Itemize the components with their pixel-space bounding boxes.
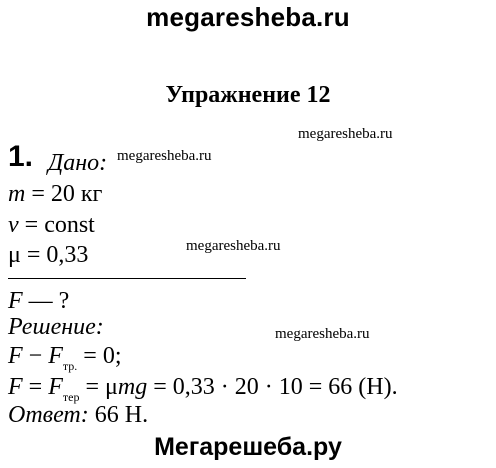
- equation-2: [8, 374, 398, 404]
- eq1-friction-force: F: [48, 343, 63, 369]
- eq1-minus: −: [22, 343, 49, 369]
- mass-value: = 20 кг: [25, 181, 103, 207]
- friction-coefficient-value: μ = 0,33: [8, 242, 89, 268]
- eq1-rest: = 0;: [77, 343, 122, 369]
- eq2-subscript: тер: [62, 390, 80, 404]
- find-line: [8, 288, 69, 315]
- eq2-equals: =: [22, 374, 49, 400]
- velocity-value: = const: [18, 212, 95, 238]
- eq2-friction-force: F: [48, 374, 63, 400]
- find-symbol: F: [8, 288, 23, 314]
- eq2-mu: = μ: [79, 374, 118, 400]
- exercise-title: Упражнение 12: [165, 82, 331, 108]
- watermark: megaresheba.ru: [298, 126, 393, 142]
- answer-label: Ответ:: [8, 402, 89, 428]
- answer-line: [8, 402, 148, 429]
- problem-number: 1.: [8, 140, 34, 173]
- site-header: megaresheba.ru: [146, 2, 350, 32]
- given-label: Дано:: [48, 150, 108, 176]
- solution-label: Решение:: [8, 314, 104, 340]
- site-footer: Мегарешеба.ру: [154, 433, 342, 461]
- eq2-mg: mg: [117, 374, 148, 400]
- given-velocity: [8, 212, 95, 239]
- eq1-subscript: тр.: [62, 359, 78, 373]
- eq2-rest: = 0,33 · 20 · 10 = 66 (Н).: [147, 374, 398, 400]
- given-divider: [8, 278, 246, 279]
- given-mass: [8, 181, 102, 208]
- eq1-force: F: [8, 343, 23, 369]
- eq2-force: F: [8, 374, 23, 400]
- watermark: megaresheba.ru: [275, 326, 370, 342]
- watermark: megaresheba.ru: [186, 238, 281, 254]
- given-friction-coefficient: [8, 242, 88, 269]
- equation-1: [8, 343, 122, 373]
- mass-symbol: m: [8, 181, 26, 207]
- watermark: megaresheba.ru: [117, 148, 212, 164]
- answer-value: 66 Н.: [88, 402, 149, 428]
- velocity-symbol: v: [8, 212, 19, 238]
- find-text: — ?: [22, 288, 70, 314]
